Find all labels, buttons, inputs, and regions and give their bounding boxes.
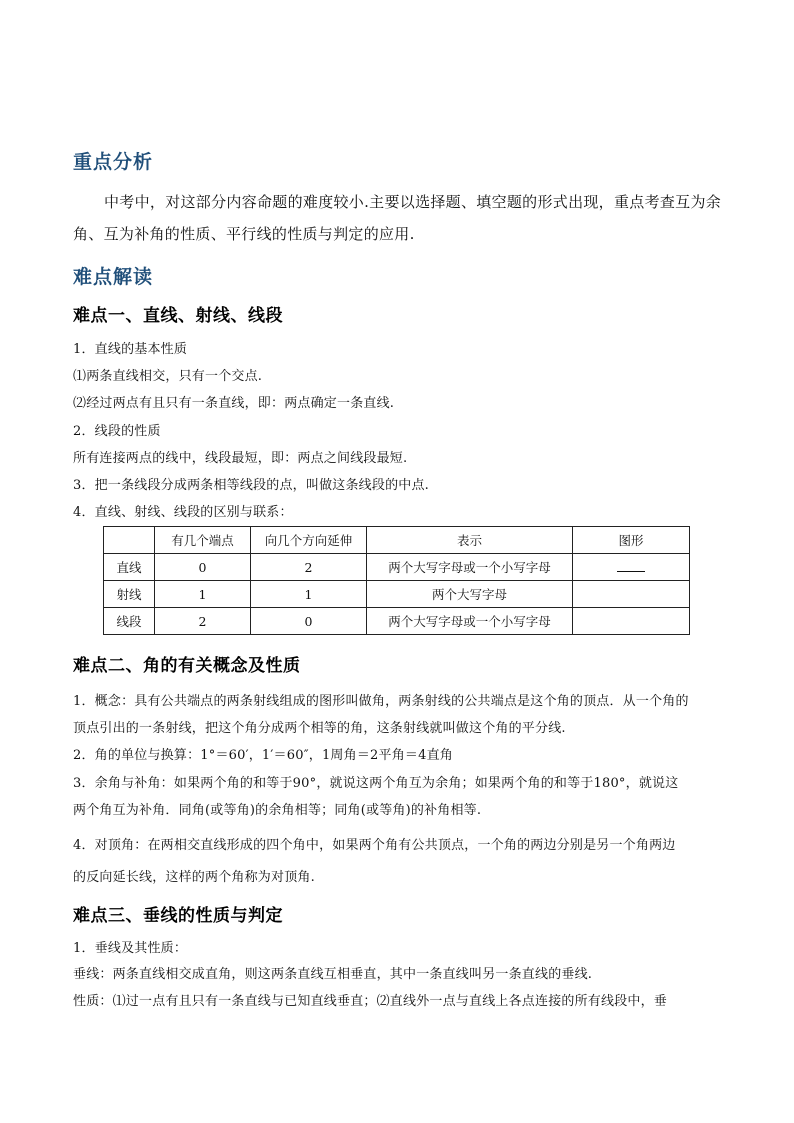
table-cell: 1: [251, 581, 367, 608]
text-line: 4．直线、射线、线段的区别与联系：: [73, 505, 293, 520]
text-line: 性质：⑴过一点有且只有一条直线与已知直线垂直；⑵直线外一点与直线上各点连接的所有线段中，垂: [73, 994, 668, 1009]
text-line: 1．概念：具有公共端点的两条射线组成的图形叫做角，两条射线的公共端点是这个角的顶点．从一个角的: [73, 694, 689, 709]
segment-figure-cell: [573, 608, 690, 635]
table-header-row: [104, 527, 690, 554]
line-figure-cell: [573, 554, 690, 581]
table-cell: 0: [251, 608, 367, 635]
text-line: 两个角互为补角．同角(或等角)的余角相等；同角(或等角)的补角相等.: [73, 803, 482, 818]
table-row: [104, 608, 690, 635]
table-header-cell: 表示: [367, 527, 573, 554]
text-line: 2．角的单位与换算：1°＝60′，1′＝60″，1周角＝2平角＝4直角: [73, 748, 453, 763]
table-cell: 0: [155, 554, 251, 581]
text-line: ⑵经过两点有且只有一条直线，即：两点确定一条直线.: [73, 396, 395, 411]
line-ray-segment-table: [103, 526, 690, 635]
focus-analysis-paragraph: 中考中，对这部分内容命题的难度较小.主要以选择题、填空题的形式出现，重点考查互为余角、互为补角的性质、平行线的性质与判定的应用.: [73, 193, 722, 243]
difficult-points-heading: 难点解读: [73, 266, 154, 288]
table-cell: 2: [251, 554, 367, 581]
text-line: 所有连接两点的线中，线段最短，即：两点之间线段最短.: [73, 451, 408, 466]
difficulty-3-heading: 难点三、垂线的性质与判定: [73, 906, 283, 926]
table-header-cell: 有几个端点: [155, 527, 251, 554]
table-header-cell: 图形: [573, 527, 690, 554]
text-line: 3．把一条线段分成两条相等线段的点，叫做这条线段的中点.: [73, 478, 430, 493]
text-line: 的反向延长线，这样的两个角称为对顶角.: [73, 870, 315, 885]
text-line: 4．对顶角：在两相交直线形成的四个角中，如果两个角有公共顶点，一个角的两边分别是另一个角两边: [73, 838, 676, 853]
line-figure: [617, 561, 645, 572]
table-row: [104, 554, 690, 581]
table-row: [104, 581, 690, 608]
text-line: 顶点引出的一条射线，把这个角分成两个相等的角，这条射线就叫做这个角的平分线.: [73, 721, 566, 736]
text-line: 3．余角与补角：如果两个角的和等于90°，就说这两个角互为余角；如果两个角的和等于180°，就说这: [73, 776, 679, 791]
difficulty-1-heading: 难点一、直线、射线、线段: [73, 306, 283, 326]
table-cell: 两个大写字母或一个小写字母: [367, 554, 573, 581]
table-cell: 两个大写字母或一个小写字母: [367, 608, 573, 635]
text-line: ⑴两条直线相交，只有一个交点.: [73, 369, 263, 384]
ray-figure-cell: [573, 581, 690, 608]
table-cell: 2: [155, 608, 251, 635]
table-cell: 射线: [104, 581, 155, 608]
table-header-cell: 向几个方向延伸: [251, 527, 367, 554]
table-cell: 1: [155, 581, 251, 608]
table-cell: 线段: [104, 608, 155, 635]
difficulty-2-heading: 难点二、角的有关概念及性质: [73, 656, 301, 676]
table-cell: 两个大写字母: [367, 581, 573, 608]
focus-analysis-heading: 重点分析: [73, 151, 154, 173]
table-cell: 直线: [104, 554, 155, 581]
text-line: 1．直线的基本性质: [73, 342, 188, 357]
text-line: 2．线段的性质: [73, 424, 161, 439]
text-line: 1．垂线及其性质：: [73, 941, 188, 956]
text-line: 垂线：两条直线相交成直角，则这两条直线互相垂直，其中一条直线叫另一条直线的垂线.: [73, 967, 593, 982]
table-header-cell: [104, 527, 155, 554]
